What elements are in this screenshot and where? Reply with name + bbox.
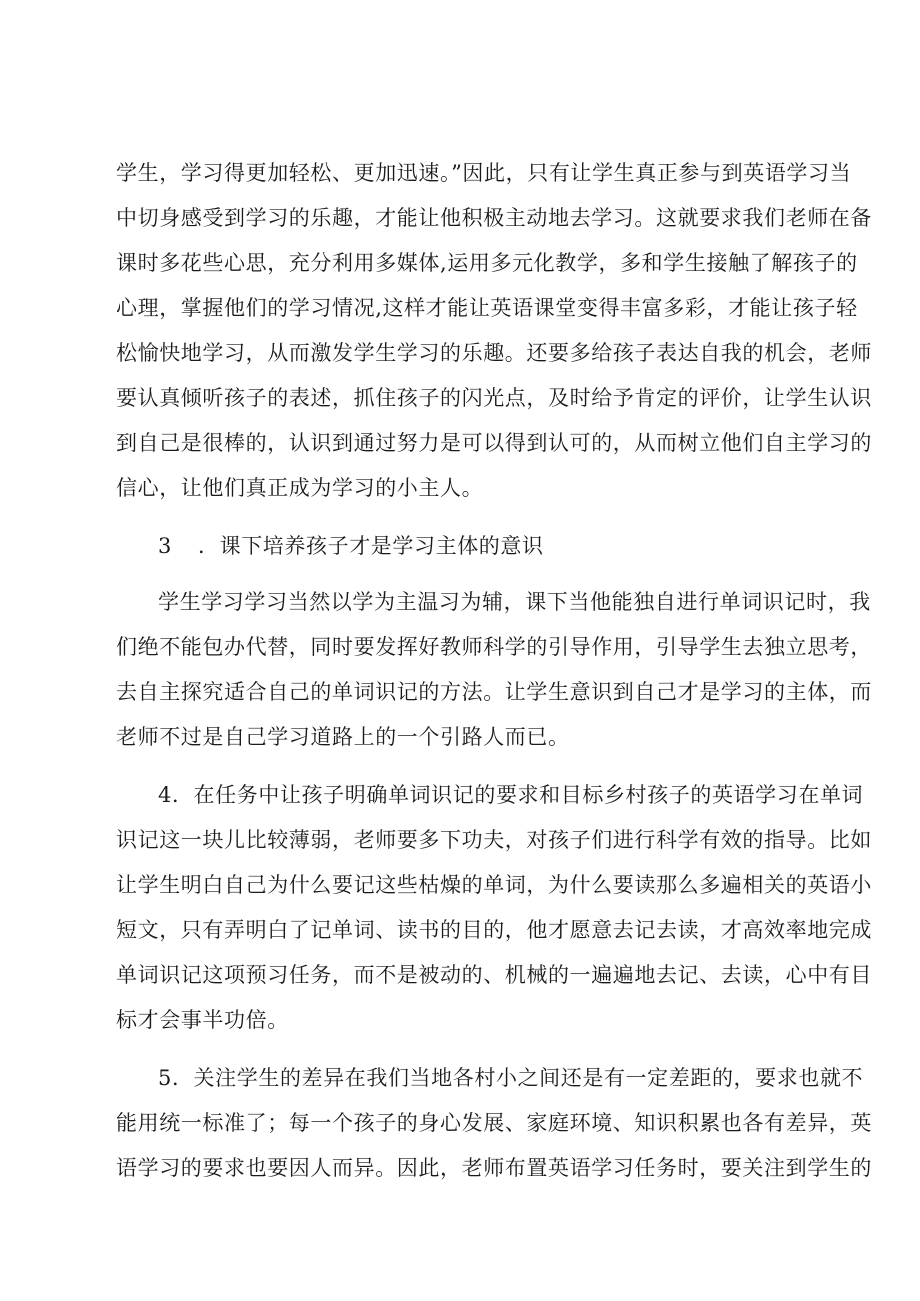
text-line: 单词识记这项预习任务，而不是被动的、机械的一遍遍地去记、去读，心中有目 xyxy=(116,963,872,987)
text-line: 4．在任务中让孩子明确单词识记的要求和目标乡村孩子的英语学习在单词 xyxy=(158,783,864,807)
text-line: 识记这一块儿比较薄弱，老师要多下功夫，对孩子们进行科学有效的指导。比如 xyxy=(116,828,872,852)
text-line: 短文，只有弄明白了记单词、读书的目的，他才愿意去记去读，才高效率地完成 xyxy=(116,918,872,942)
text-line: 去自主探究适合自己的单词识记的方法。让学生意识到自己才是学习的主体，而 xyxy=(116,680,872,704)
text-line: 要认真倾听孩子的表述，抓住孩子的闪光点，及时给予肯定的评价，让学生认识 xyxy=(116,386,872,410)
text-line: 标才会事半功倍。 xyxy=(116,1008,289,1032)
text-line: 中切身感受到学习的乐趣，才能让他积极主动地去学习。这就要求我们老师在备 xyxy=(116,206,872,230)
text-line: 让学生明白自己为什么要记这些枯燥的单词，为什么要读那么多遍相关的英语小 xyxy=(116,873,872,897)
text-line: 松愉快地学习，从而激发学生学习的乐趣。还要多给孩子表达自我的机会，老师 xyxy=(116,341,872,365)
text-line: 到自己是很棒的，认识到通过努力是可以得到认可的，从而树立他们自主学习的 xyxy=(116,431,872,455)
section-number: 3 xyxy=(158,534,172,558)
text-line: 信心，让他们真正成为学习的小主人。 xyxy=(116,476,484,500)
text-line: 能用统一标准了；每一个孩子的身心发展、家庭环境、知识积累也各有差异，英 xyxy=(116,1111,872,1135)
text-line: 学生学习学习当然以学为主温习为辅，课下当他能独自进行单词识记时，我 xyxy=(158,590,871,614)
text-line: 课时多花些心思，充分利用多媒体,运用多元化教学，多和学生接触了解孩子的 xyxy=(116,251,858,275)
text-line: 老师不过是自己学习道路上的一个引路人而已。 xyxy=(116,725,570,749)
text-line: 心理，掌握他们的学习情况,这样才能让英语课堂变得丰富多彩，才能让孩子轻 xyxy=(116,296,858,320)
text-line: 们绝不能包办代替，同时要发挥好教师科学的引导作用，引导学生去独立思考， xyxy=(116,635,872,659)
section-title: ．课下培养孩子才是学习主体的意识 xyxy=(198,534,544,558)
text-line: 5．关注学生的差异在我们当地各村小之间还是有一定差距的，要求也就不 xyxy=(158,1066,864,1090)
text-line: 学生，学习得更加轻松、更加迅速。”因此，只有让学生真正参与到英语学习当 xyxy=(116,161,852,185)
text-line: 语学习的要求也要因人而异。因此，老师布置英语学习任务时，要关注到学生的 xyxy=(116,1156,872,1180)
